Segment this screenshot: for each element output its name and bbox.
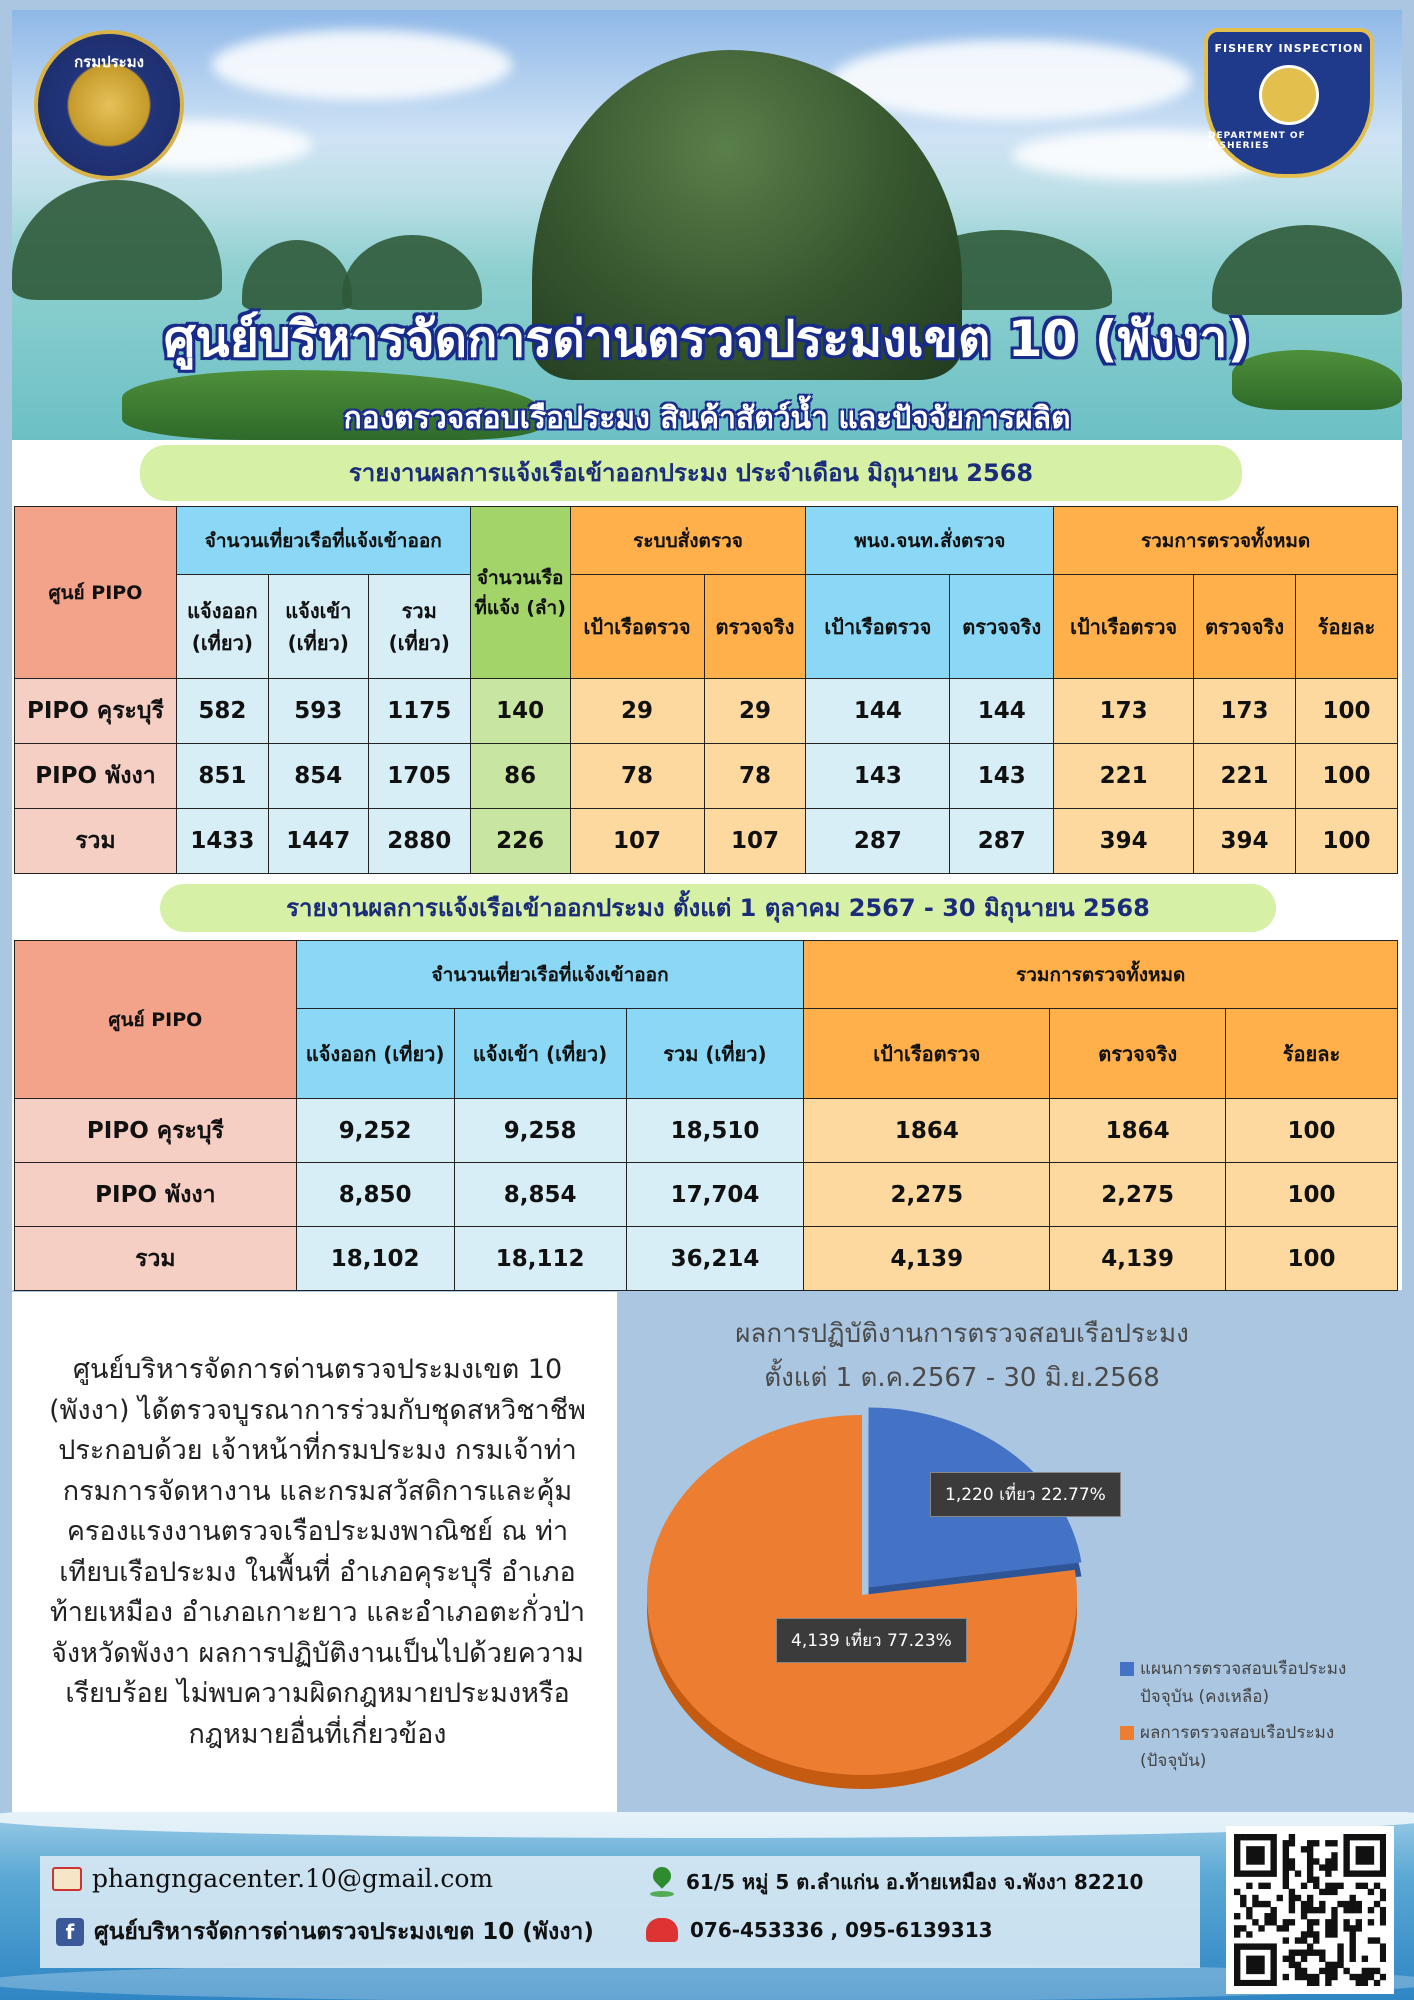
- email-text[interactable]: phangngacenter.10@gmail.com: [92, 1864, 494, 1893]
- logo-left-text: กรมประมง: [74, 53, 144, 71]
- cell-sys-actual: 78: [704, 744, 806, 809]
- cell-tot-actual: 394: [1194, 809, 1296, 874]
- logo-right-bottom-text: DEPARTMENT OF FISHERIES: [1208, 131, 1306, 151]
- cell-center: PIPO คุระบุรี: [15, 679, 177, 744]
- cell-tot-target: 394: [1054, 809, 1194, 874]
- monthly-report-heading: รายงานผลการแจ้งเรือเข้าออกประมง ประจำเดือน มิถุนายน 2568: [140, 445, 1242, 501]
- header-center: ศูนย์ PIPO: [15, 507, 177, 679]
- header-percent: ร้อยละ: [1295, 575, 1397, 679]
- header-center: ศูนย์ PIPO: [15, 941, 297, 1099]
- legend-item: [1120, 1719, 1390, 1775]
- table-row-total: [15, 1227, 1398, 1291]
- header-percent: ร้อยละ: [1226, 1009, 1398, 1099]
- chart-title: [622, 1312, 1302, 1400]
- cell-out: 8,850: [296, 1163, 454, 1227]
- header-boats: จำนวนเรือที่แจ้ง (ลำ): [470, 507, 570, 679]
- cell-off-actual: 287: [950, 809, 1054, 874]
- info-line: เรียบร้อย ไม่พบความผิดกฎหมายประมงหรือ: [65, 1678, 570, 1709]
- monthly-report-table: [14, 506, 1398, 874]
- cell-out: 851: [176, 744, 268, 809]
- cell-sum: 17,704: [626, 1163, 804, 1227]
- cell-percent: 100: [1226, 1099, 1398, 1163]
- info-line: เทียบเรือประมง ในพื้นที่ อำเภอคุระบุรี อำเภอ: [59, 1556, 576, 1588]
- cell-in: 1447: [268, 809, 368, 874]
- contact-address: [650, 1866, 1143, 1898]
- cell-tot-target: 1864: [804, 1099, 1050, 1163]
- cell-percent: 100: [1295, 809, 1397, 874]
- cell-off-target: 287: [806, 809, 950, 874]
- cell-sys-target: 29: [570, 679, 704, 744]
- table-row: [15, 744, 1398, 809]
- cell-center: PIPO คุระบุรี: [15, 1099, 297, 1163]
- cell-out: 1433: [176, 809, 268, 874]
- cell-tot-actual: 173: [1194, 679, 1296, 744]
- table-row: [15, 1099, 1398, 1163]
- logo-right-top-text: FISHERY INSPECTION: [1214, 42, 1364, 55]
- info-line: ครองแรงงานตรวจเรือประมงพาณิชย์ ณ ท่า: [66, 1516, 569, 1547]
- header-out: แจ้งออก (เที่ยว): [296, 1009, 454, 1099]
- cell-out: 582: [176, 679, 268, 744]
- location-pin-icon: [650, 1867, 674, 1897]
- legend-item: [1120, 1655, 1390, 1711]
- cell-sum: 18,510: [626, 1099, 804, 1163]
- table-row: [15, 1163, 1398, 1227]
- legend-swatch-blue: [1120, 1662, 1134, 1676]
- header-total-inspection: รวมการตรวจทั้งหมด: [804, 941, 1398, 1009]
- contact-phone[interactable]: [646, 1918, 993, 1942]
- header-sys-target: เป้าเรือตรวจ: [570, 575, 704, 679]
- cell-off-target: 143: [806, 744, 950, 809]
- cell-sum: 1175: [368, 679, 470, 744]
- slice-label-remaining: 1,220 เที่ยว 22.77%: [930, 1472, 1121, 1517]
- header-total-inspection: รวมการตรวจทั้งหมด: [1054, 507, 1398, 575]
- cell-percent: 100: [1295, 744, 1397, 809]
- header-trips: จำนวนเที่ยวเรือที่แจ้งเข้าออก: [296, 941, 804, 1009]
- cell-percent: 100: [1226, 1163, 1398, 1227]
- cell-out: 9,252: [296, 1099, 454, 1163]
- fishery-inspection-logo: [1204, 28, 1374, 178]
- header-tot-actual: ตรวจจริง: [1194, 575, 1296, 679]
- legend-swatch-orange: [1120, 1726, 1134, 1740]
- emblem-icon: [1259, 65, 1319, 125]
- info-line: กฎหมายอื่นที่เกี่ยวข้อง: [188, 1718, 447, 1750]
- cell-sys-target: 78: [570, 744, 704, 809]
- cell-in: 593: [268, 679, 368, 744]
- info-line: กรมการจัดหางาน และกรมสวัสดิการและคุ้ม: [62, 1475, 573, 1507]
- address-text: 61/5 หมู่ 5 ต.ลำแก่น อ.ท้ายเหมือง จ.พังงา 82210: [686, 1870, 1144, 1894]
- page-subtitle: กองตรวจสอบเรือประมง สินค้าสัตว์น้ำ และปัจจัยการผลิต: [343, 401, 1071, 436]
- cell-sys-actual: 107: [704, 809, 806, 874]
- cell-off-actual: 144: [950, 679, 1054, 744]
- cell-out: 18,102: [296, 1227, 454, 1291]
- cell-tot-target: 221: [1054, 744, 1194, 809]
- cell-boats: 140: [470, 679, 570, 744]
- header-off-actual: ตรวจจริง: [950, 575, 1054, 679]
- header-sum: รวม (เที่ยว): [368, 575, 470, 679]
- info-line: ประกอบด้วย เจ้าหน้าที่กรมประมง กรมเจ้าท่า: [58, 1435, 577, 1466]
- cell-center: PIPO พังงา: [15, 744, 177, 809]
- legend-label: ผลการตรวจสอบเรือประมง (ปัจจุบัน): [1140, 1723, 1335, 1771]
- cell-off-target: 144: [806, 679, 950, 744]
- cell-sys-actual: 29: [704, 679, 806, 744]
- cell-tot-actual: 4,139: [1050, 1227, 1226, 1291]
- header-officer-order: พนง.จนท.สั่งตรวจ: [806, 507, 1054, 575]
- facebook-text[interactable]: ศูนย์บริหารจัดการด่านตรวจประมงเขต 10 (พังงา): [94, 1919, 594, 1945]
- page-title: ศูนย์บริหารจัดการด่านตรวจประมงเขต 10 (พังงา): [163, 310, 1251, 368]
- header-off-target: เป้าเรือตรวจ: [806, 575, 950, 679]
- cell-in: 18,112: [454, 1227, 626, 1291]
- header-trips: จำนวนเที่ยวเรือที่แจ้งเข้าออก: [176, 507, 470, 575]
- phone-icon: [646, 1918, 678, 1942]
- header-system-order: ระบบสั่งตรวจ: [570, 507, 806, 575]
- cell-center: PIPO พังงา: [15, 1163, 297, 1227]
- chart-title-line1: ผลการปฏิบัติงานการตรวจสอบเรือประมง: [735, 1319, 1189, 1349]
- contact-email[interactable]: [52, 1864, 493, 1893]
- info-line: (พังงา) ได้ตรวจบูรณาการร่วมกับชุดสหวิชาชีพ: [49, 1394, 586, 1426]
- cell-off-actual: 143: [950, 744, 1054, 809]
- header-banner: [12, 10, 1402, 440]
- header-tot-target: เป้าเรือตรวจ: [1054, 575, 1194, 679]
- cell-tot-target: 173: [1054, 679, 1194, 744]
- facebook-icon: f: [56, 1918, 84, 1946]
- table-row-total: [15, 809, 1398, 874]
- cell-center: รวม: [15, 809, 177, 874]
- header-in: แจ้งเข้า (เที่ยว): [454, 1009, 626, 1099]
- cell-boats: 226: [470, 809, 570, 874]
- cell-sum: 1705: [368, 744, 470, 809]
- table-row: [15, 679, 1398, 744]
- cumulative-report-heading: รายงานผลการแจ้งเรือเข้าออกประมง ตั้งแต่ 1 ตุลาคม 2567 - 30 มิถุนายน 2568: [160, 884, 1276, 932]
- email-icon: [52, 1867, 82, 1891]
- header-tot-actual: ตรวจจริง: [1050, 1009, 1226, 1099]
- info-line: ศูนย์บริหารจัดการด่านตรวจประมงเขต 10: [72, 1354, 563, 1385]
- cell-tot-actual: 2,275: [1050, 1163, 1226, 1227]
- cell-tot-actual: 221: [1194, 744, 1296, 809]
- legend-label: แผนการตรวจสอบเรือประมงปัจจุบัน (คงเหลือ): [1140, 1659, 1347, 1707]
- info-paragraph: [30, 1350, 605, 1755]
- info-line: จังหวัดพังงา ผลการปฏิบัติงานเป็นไปด้วยความ: [51, 1637, 584, 1669]
- cell-tot-actual: 1864: [1050, 1099, 1226, 1163]
- qr-code-icon: [1234, 1834, 1386, 1986]
- header-tot-target: เป้าเรือตรวจ: [804, 1009, 1050, 1099]
- qr-code[interactable]: [1226, 1826, 1394, 1994]
- header-sum: รวม (เที่ยว): [626, 1009, 804, 1099]
- phone-text[interactable]: 076-453336 , 095-6139313: [690, 1918, 993, 1942]
- cell-sys-target: 107: [570, 809, 704, 874]
- cell-in: 8,854: [454, 1163, 626, 1227]
- cell-boats: 86: [470, 744, 570, 809]
- header-out: แจ้งออก (เที่ยว): [176, 575, 268, 679]
- cell-in: 9,258: [454, 1099, 626, 1163]
- cell-tot-target: 4,139: [804, 1227, 1050, 1291]
- pie-chart: [622, 1395, 1102, 1795]
- slice-label-inspected: 4,139 เที่ยว 77.23%: [776, 1618, 967, 1663]
- cell-tot-target: 2,275: [804, 1163, 1050, 1227]
- cumulative-report-table: [14, 940, 1398, 1291]
- chart-legend: [1120, 1655, 1390, 1783]
- cell-sum: 2880: [368, 809, 470, 874]
- cell-in: 854: [268, 744, 368, 809]
- cell-percent: 100: [1295, 679, 1397, 744]
- cell-center: รวม: [15, 1227, 297, 1291]
- cell-percent: 100: [1226, 1227, 1398, 1291]
- info-line: ท้ายเหมือง อำเภอเกาะยาว และอำเภอตะกั่วป่า: [49, 1597, 586, 1628]
- chart-title-line2: ตั้งแต่ 1 ต.ค.2567 - 30 มิ.ย.2568: [764, 1363, 1160, 1393]
- cell-sum: 36,214: [626, 1227, 804, 1291]
- department-of-fisheries-logo: [34, 30, 184, 180]
- header-sys-actual: ตรวจจริง: [704, 575, 806, 679]
- header-in: แจ้งเข้า (เที่ยว): [268, 575, 368, 679]
- contact-facebook[interactable]: [56, 1914, 594, 1950]
